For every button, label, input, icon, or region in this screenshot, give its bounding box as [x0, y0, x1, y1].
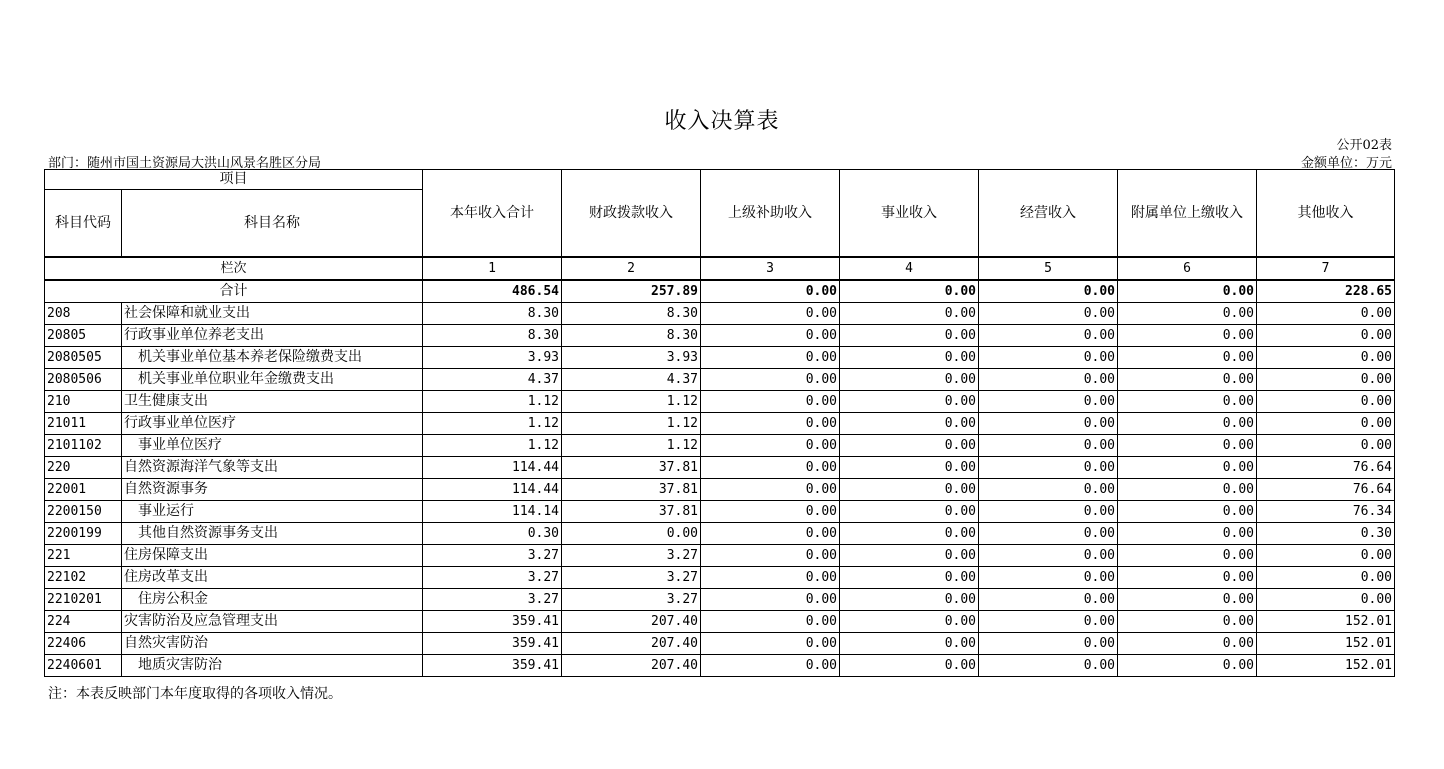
- amount-cell: 0.00: [979, 545, 1118, 567]
- total-value: 0.00: [979, 280, 1118, 303]
- amount-cell: 0.00: [1118, 589, 1257, 611]
- amount-cell: 0.00: [840, 303, 979, 325]
- amount-cell: 0.00: [840, 457, 979, 479]
- amount-cell: 0.00: [1257, 435, 1395, 457]
- amount-cell: 3.27: [423, 589, 562, 611]
- subject-code: 21011: [45, 413, 122, 435]
- subject-name: 住房公积金: [122, 589, 423, 611]
- amount-cell: 0.00: [840, 325, 979, 347]
- index-number: 3: [701, 257, 840, 280]
- subject-code: 224: [45, 611, 122, 633]
- amount-cell: 0.00: [701, 303, 840, 325]
- amount-cell: 0.00: [701, 523, 840, 545]
- amount-cell: 0.00: [701, 435, 840, 457]
- table-row: [45, 457, 1395, 479]
- amount-cell: 4.37: [423, 369, 562, 391]
- amount-cell: 0.00: [840, 391, 979, 413]
- amount-cell: 0.00: [1118, 545, 1257, 567]
- amount-cell: 114.44: [423, 479, 562, 501]
- amount-cell: 0.00: [1118, 347, 1257, 369]
- subject-name: 住房保障支出: [122, 545, 423, 567]
- subject-code: 220: [45, 457, 122, 479]
- amount-cell: 76.64: [1257, 479, 1395, 501]
- amount-cell: 0.00: [979, 633, 1118, 655]
- amount-cell: 0.00: [701, 457, 840, 479]
- amount-cell: 37.81: [562, 501, 701, 523]
- column-header: 财政拨款收入: [562, 170, 701, 258]
- amount-cell: 0.00: [840, 611, 979, 633]
- amount-cell: 0.00: [701, 567, 840, 589]
- form-number: 公开02表: [1336, 138, 1392, 153]
- subject-code: 22001: [45, 479, 122, 501]
- department-label: 部门：随州市国土资源局大洪山风景名胜区分局: [48, 156, 322, 171]
- column-header: 本年收入合计: [423, 170, 562, 258]
- subject-name: 卫生健康支出: [122, 391, 423, 413]
- amount-cell: 0.00: [1118, 655, 1257, 677]
- amount-cell: 3.27: [423, 567, 562, 589]
- total-value: 257.89: [562, 280, 701, 303]
- amount-cell: 1.12: [423, 391, 562, 413]
- amount-cell: 8.30: [562, 325, 701, 347]
- table-row: [45, 655, 1395, 677]
- amount-cell: 8.30: [562, 303, 701, 325]
- item-header: 项目: [45, 170, 423, 190]
- amount-cell: 0.00: [1257, 545, 1395, 567]
- amount-cell: 0.00: [1118, 457, 1257, 479]
- amount-cell: 8.30: [423, 325, 562, 347]
- amount-cell: 207.40: [562, 611, 701, 633]
- table-row: [45, 589, 1395, 611]
- amount-cell: 0.00: [1257, 413, 1395, 435]
- amount-cell: 0.00: [1257, 369, 1395, 391]
- total-value: 0.00: [701, 280, 840, 303]
- amount-cell: 0.00: [1257, 567, 1395, 589]
- amount-cell: 0.00: [979, 369, 1118, 391]
- amount-cell: 0.00: [701, 347, 840, 369]
- amount-cell: 0.00: [701, 325, 840, 347]
- amount-cell: 0.00: [701, 413, 840, 435]
- amount-cell: 0.00: [840, 655, 979, 677]
- amount-cell: 0.00: [1118, 303, 1257, 325]
- subject-code: 20805: [45, 325, 122, 347]
- amount-cell: 0.00: [979, 391, 1118, 413]
- column-header: 经营收入: [979, 170, 1118, 258]
- table-row: [45, 347, 1395, 369]
- amount-cell: 76.64: [1257, 457, 1395, 479]
- amount-cell: 0.00: [979, 479, 1118, 501]
- subject-code: 22102: [45, 567, 122, 589]
- subject-name: 地质灾害防治: [122, 655, 423, 677]
- amount-cell: 0.00: [979, 567, 1118, 589]
- amount-cell: 0.00: [562, 523, 701, 545]
- subject-name: 其他自然资源事务支出: [122, 523, 423, 545]
- code-header: 科目代码: [45, 190, 122, 258]
- amount-cell: 0.00: [1257, 325, 1395, 347]
- amount-cell: 0.00: [979, 435, 1118, 457]
- amount-cell: 152.01: [1257, 655, 1395, 677]
- amount-cell: 0.00: [1257, 347, 1395, 369]
- amount-cell: 0.00: [979, 523, 1118, 545]
- table-row: [45, 633, 1395, 655]
- column-header: 附属单位上缴收入: [1118, 170, 1257, 258]
- subject-name: 社会保障和就业支出: [122, 303, 423, 325]
- subject-name: 灾害防治及应急管理支出: [122, 611, 423, 633]
- income-final-accounts-table: [44, 169, 1395, 677]
- table-row: [45, 413, 1395, 435]
- amount-cell: 0.00: [979, 611, 1118, 633]
- amount-cell: 0.00: [1118, 523, 1257, 545]
- amount-cell: 3.27: [562, 545, 701, 567]
- subject-name: 行政事业单位医疗: [122, 413, 423, 435]
- subject-name: 机关事业单位职业年金缴费支出: [122, 369, 423, 391]
- amount-cell: 0.00: [1118, 633, 1257, 655]
- amount-cell: 0.00: [701, 633, 840, 655]
- table-row: [45, 325, 1395, 347]
- subject-name: 事业单位医疗: [122, 435, 423, 457]
- subject-name: 自然资源海洋气象等支出: [122, 457, 423, 479]
- amount-cell: 0.00: [979, 325, 1118, 347]
- amount-cell: 0.00: [840, 633, 979, 655]
- amount-cell: 0.00: [840, 413, 979, 435]
- amount-cell: 0.00: [1118, 413, 1257, 435]
- amount-cell: 0.00: [840, 523, 979, 545]
- index-number: 4: [840, 257, 979, 280]
- amount-cell: 0.00: [1118, 611, 1257, 633]
- subject-code: 2240601: [45, 655, 122, 677]
- table-row: [45, 369, 1395, 391]
- amount-cell: 0.00: [840, 589, 979, 611]
- table-row: [45, 303, 1395, 325]
- amount-cell: 1.12: [562, 413, 701, 435]
- column-header: 事业收入: [840, 170, 979, 258]
- table-row: [45, 567, 1395, 589]
- total-value: 486.54: [423, 280, 562, 303]
- subject-code: 2200150: [45, 501, 122, 523]
- amount-cell: 1.12: [423, 435, 562, 457]
- amount-cell: 0.00: [1118, 435, 1257, 457]
- amount-cell: 0.00: [1257, 303, 1395, 325]
- amount-cell: 0.00: [1118, 501, 1257, 523]
- subject-code: 2080505: [45, 347, 122, 369]
- table-row: [45, 501, 1395, 523]
- amount-cell: 152.01: [1257, 611, 1395, 633]
- subject-code: 2101102: [45, 435, 122, 457]
- table-row: [45, 523, 1395, 545]
- footnote: 注：本表反映部门本年度取得的各项收入情况。: [48, 686, 342, 702]
- amount-cell: 0.00: [1257, 589, 1395, 611]
- amount-cell: 0.00: [1257, 391, 1395, 413]
- subject-name: 自然灾害防治: [122, 633, 423, 655]
- index-label: 栏次: [45, 257, 423, 280]
- amount-cell: 359.41: [423, 611, 562, 633]
- amount-cell: 0.00: [840, 435, 979, 457]
- table-row: [45, 611, 1395, 633]
- amount-cell: 0.00: [979, 303, 1118, 325]
- subject-code: 221: [45, 545, 122, 567]
- amount-cell: 0.00: [701, 545, 840, 567]
- amount-cell: 3.27: [423, 545, 562, 567]
- amount-cell: 207.40: [562, 655, 701, 677]
- amount-cell: 0.00: [701, 655, 840, 677]
- column-header: 其他收入: [1257, 170, 1395, 258]
- amount-cell: 0.00: [1118, 479, 1257, 501]
- subject-name: 行政事业单位养老支出: [122, 325, 423, 347]
- amount-cell: 0.00: [701, 391, 840, 413]
- amount-cell: 0.00: [1118, 391, 1257, 413]
- index-number: 2: [562, 257, 701, 280]
- subject-code: 2080506: [45, 369, 122, 391]
- amount-cell: 37.81: [562, 457, 701, 479]
- index-number: 1: [423, 257, 562, 280]
- amount-cell: 0.00: [840, 369, 979, 391]
- amount-cell: 0.00: [840, 545, 979, 567]
- amount-cell: 3.27: [562, 567, 701, 589]
- amount-cell: 0.00: [1118, 567, 1257, 589]
- total-value: 228.65: [1257, 280, 1395, 303]
- subject-name: 事业运行: [122, 501, 423, 523]
- amount-cell: 0.30: [423, 523, 562, 545]
- index-number: 7: [1257, 257, 1395, 280]
- amount-cell: 0.00: [840, 347, 979, 369]
- amount-cell: 359.41: [423, 633, 562, 655]
- amount-cell: 0.30: [1257, 523, 1395, 545]
- subject-code: 210: [45, 391, 122, 413]
- amount-cell: 37.81: [562, 479, 701, 501]
- amount-cell: 3.93: [423, 347, 562, 369]
- amount-cell: 4.37: [562, 369, 701, 391]
- amount-cell: 0.00: [840, 479, 979, 501]
- amount-cell: 0.00: [979, 655, 1118, 677]
- amount-cell: 359.41: [423, 655, 562, 677]
- total-row: [45, 280, 1395, 303]
- index-number: 5: [979, 257, 1118, 280]
- amount-cell: 0.00: [1118, 369, 1257, 391]
- amount-cell: 114.14: [423, 501, 562, 523]
- column-header: 上级补助收入: [701, 170, 840, 258]
- amount-cell: 0.00: [979, 589, 1118, 611]
- amount-cell: 3.93: [562, 347, 701, 369]
- subject-code: 2210201: [45, 589, 122, 611]
- amount-cell: 0.00: [979, 347, 1118, 369]
- subject-name: 自然资源事务: [122, 479, 423, 501]
- amount-cell: 0.00: [979, 501, 1118, 523]
- amount-cell: 0.00: [701, 369, 840, 391]
- amount-cell: 8.30: [423, 303, 562, 325]
- amount-cell: 0.00: [1118, 325, 1257, 347]
- total-value: 0.00: [840, 280, 979, 303]
- amount-cell: 0.00: [701, 589, 840, 611]
- subject-name: 机关事业单位基本养老保险缴费支出: [122, 347, 423, 369]
- amount-cell: 207.40: [562, 633, 701, 655]
- subject-name: 住房改革支出: [122, 567, 423, 589]
- name-header: 科目名称: [122, 190, 423, 258]
- index-row: [45, 257, 1395, 280]
- subject-code: 208: [45, 303, 122, 325]
- amount-unit-label: 金额单位：万元: [1300, 156, 1392, 171]
- amount-cell: 3.27: [562, 589, 701, 611]
- amount-cell: 0.00: [840, 567, 979, 589]
- table-row: [45, 435, 1395, 457]
- amount-cell: 152.01: [1257, 633, 1395, 655]
- table-row: [45, 479, 1395, 501]
- amount-cell: 0.00: [979, 413, 1118, 435]
- table-row: [45, 391, 1395, 413]
- subject-code: 22406: [45, 633, 122, 655]
- amount-cell: 1.12: [562, 435, 701, 457]
- amount-cell: 0.00: [701, 479, 840, 501]
- table-row: [45, 545, 1395, 567]
- amount-cell: 1.12: [423, 413, 562, 435]
- page-title: 收入决算表: [664, 109, 780, 134]
- amount-cell: 114.44: [423, 457, 562, 479]
- total-label: 合计: [45, 280, 423, 303]
- amount-cell: 0.00: [840, 501, 979, 523]
- total-value: 0.00: [1118, 280, 1257, 303]
- amount-cell: 0.00: [701, 501, 840, 523]
- amount-cell: 1.12: [562, 391, 701, 413]
- amount-cell: 76.34: [1257, 501, 1395, 523]
- amount-cell: 0.00: [979, 457, 1118, 479]
- subject-code: 2200199: [45, 523, 122, 545]
- index-number: 6: [1118, 257, 1257, 280]
- amount-cell: 0.00: [701, 611, 840, 633]
